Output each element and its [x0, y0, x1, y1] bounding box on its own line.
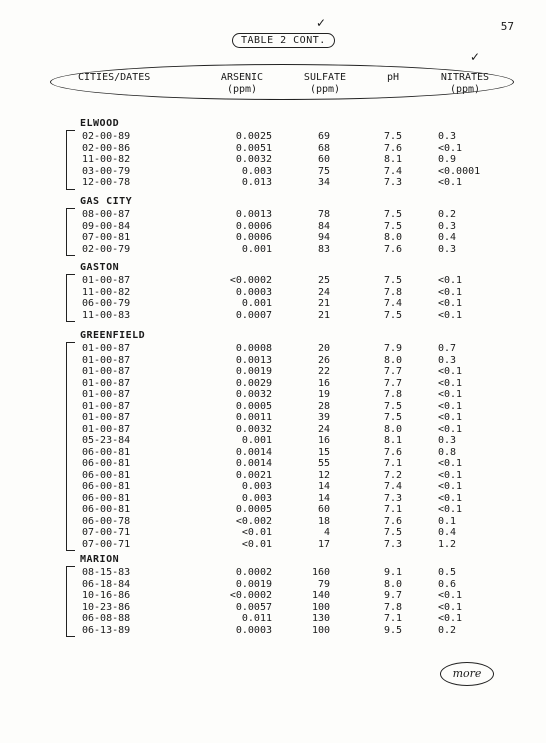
cell-date: 01-00-87: [82, 343, 131, 354]
header-sulfate: [300, 72, 350, 96]
cell-date: 06-08-88: [82, 613, 131, 624]
cell-ph: 7.5: [384, 209, 403, 220]
table-row: [0, 602, 546, 614]
cell-sulfate: 16: [317, 435, 330, 446]
table-row: [0, 590, 546, 602]
cell-arsenic: 0.0057: [235, 601, 272, 613]
cell-date: 08-00-87: [82, 209, 131, 220]
cell-sulfate: 75: [317, 165, 330, 177]
city-name: GAS CITY: [80, 196, 133, 207]
cell-sulfate: 84: [317, 220, 330, 232]
table-row: [0, 232, 546, 244]
cell-nitrates: <0.1: [438, 142, 463, 154]
table-row: [0, 310, 546, 322]
table-row: [0, 447, 546, 459]
cell-nitrates: 0.3: [438, 220, 457, 232]
cell-arsenic: <0.0002: [229, 275, 272, 286]
cell-nitrates: 0.5: [438, 567, 457, 578]
cell-arsenic: <0.0002: [229, 590, 272, 601]
table-row: [0, 470, 546, 482]
cell-arsenic: 0.001: [241, 435, 272, 446]
cell-nitrates: 0.4: [438, 527, 457, 538]
cell-arsenic: <0.002: [235, 515, 272, 527]
cell-arsenic: <0.01: [241, 527, 272, 538]
cell-ph: 7.1: [384, 504, 403, 515]
cell-nitrates: 0.6: [438, 578, 457, 590]
city-name: MARION: [80, 554, 120, 565]
cell-sulfate: 28: [317, 400, 330, 412]
cell-ph: 7.1: [384, 458, 403, 469]
cell-date: 01-00-87: [82, 423, 131, 435]
table-row: [0, 355, 546, 367]
cell-date: 03-00-79: [82, 165, 131, 177]
cell-sulfate: 55: [317, 458, 330, 469]
cell-sulfate: 68: [317, 142, 330, 154]
table-row: [0, 143, 546, 155]
cell-sulfate: 4: [323, 527, 330, 538]
table-row: [0, 539, 546, 551]
cell-nitrates: <0.1: [438, 423, 463, 435]
cell-arsenic: 0.0019: [235, 578, 272, 590]
table-row: [0, 378, 546, 390]
header-nitrates-unit: (ppm): [449, 84, 481, 95]
cell-date: 06-00-81: [82, 469, 131, 481]
cell-date: 01-00-87: [82, 275, 131, 286]
table-row: [0, 166, 546, 178]
cell-date: 11-00-82: [82, 286, 131, 298]
cell-nitrates: <0.1: [438, 613, 463, 624]
cell-date: 06-00-81: [82, 458, 131, 469]
cell-sulfate: 25: [317, 275, 330, 286]
cell-nitrates: <0.0001: [438, 165, 481, 177]
cell-ph: 7.4: [384, 481, 403, 492]
header-arsenic: [212, 72, 272, 96]
cell-arsenic: 0.0002: [235, 567, 272, 578]
cell-nitrates: <0.1: [438, 177, 463, 188]
cell-ph: 7.1: [384, 613, 403, 624]
cell-nitrates: <0.1: [438, 601, 463, 613]
cell-sulfate: 160: [311, 567, 330, 578]
cell-arsenic: 0.0019: [235, 366, 272, 377]
cell-date: 01-00-87: [82, 354, 131, 366]
cell-sulfate: 79: [317, 578, 330, 590]
cell-ph: 8.1: [384, 435, 403, 446]
cell-ph: 8.0: [384, 423, 403, 435]
cell-arsenic: 0.003: [241, 165, 272, 177]
cell-sulfate: 94: [317, 232, 330, 243]
cell-ph: 7.5: [384, 527, 403, 538]
cell-ph: 7.6: [384, 446, 403, 458]
cell-arsenic: 0.0005: [235, 400, 272, 412]
cell-ph: 8.0: [384, 354, 403, 366]
header-nitrates: [430, 72, 500, 96]
cell-sulfate: 14: [317, 481, 330, 492]
cell-sulfate: 130: [311, 613, 330, 624]
cell-sulfate: 69: [317, 131, 330, 142]
table-row: [0, 504, 546, 516]
cell-sulfate: 16: [317, 377, 330, 389]
cell-nitrates: 0.2: [438, 624, 457, 636]
page-number: 57: [500, 20, 514, 33]
cell-ph: 7.5: [384, 220, 403, 232]
cell-date: 06-00-78: [82, 515, 131, 527]
cell-date: 01-00-87: [82, 412, 131, 423]
header-nitrates-label: NITRATES: [440, 72, 490, 83]
cell-nitrates: <0.1: [438, 481, 463, 492]
cell-nitrates: 0.2: [438, 209, 457, 220]
cell-sulfate: 39: [317, 412, 330, 423]
cell-arsenic: 0.0025: [235, 131, 272, 142]
table-row: [0, 389, 546, 401]
table-row: [0, 481, 546, 493]
cell-date: 01-00-87: [82, 400, 131, 412]
cell-arsenic: 0.011: [241, 613, 272, 624]
cell-nitrates: <0.1: [438, 298, 463, 309]
header-cities: CITIES/DATES: [78, 72, 151, 83]
cell-ph: 7.4: [384, 298, 403, 309]
table-row: [0, 287, 546, 299]
cell-date: 10-16-86: [82, 590, 131, 601]
table-row: [0, 221, 546, 233]
cell-nitrates: 0.3: [438, 131, 457, 142]
cell-sulfate: 34: [317, 177, 330, 188]
cell-sulfate: 19: [317, 389, 330, 400]
cell-date: 01-00-87: [82, 377, 131, 389]
cell-ph: 8.0: [384, 232, 403, 243]
cell-nitrates: 0.3: [438, 243, 457, 255]
table-row: [0, 244, 546, 256]
table-row: [0, 131, 546, 143]
cell-arsenic: 0.0051: [235, 142, 272, 154]
cell-date: 06-00-79: [82, 298, 131, 309]
cell-date: 11-00-82: [82, 154, 131, 165]
cell-sulfate: 60: [317, 504, 330, 515]
cell-sulfate: 18: [317, 515, 330, 527]
cell-nitrates: <0.1: [438, 309, 463, 321]
cell-date: 07-00-71: [82, 527, 131, 538]
cell-arsenic: 0.0003: [235, 624, 272, 636]
header-arsenic-unit: (ppm): [226, 84, 258, 95]
cell-arsenic: 0.001: [241, 243, 272, 255]
cell-nitrates: <0.1: [438, 469, 463, 481]
checkmark-icon: ✓: [470, 50, 481, 64]
cell-nitrates: <0.1: [438, 286, 463, 298]
cell-ph: 7.5: [384, 275, 403, 286]
table-row: [0, 579, 546, 591]
cell-ph: 9.1: [384, 567, 403, 578]
cell-nitrates: 0.3: [438, 354, 457, 366]
cell-ph: 7.6: [384, 243, 403, 255]
cell-nitrates: <0.1: [438, 504, 463, 515]
cell-date: 01-00-87: [82, 366, 131, 377]
cell-ph: 9.7: [384, 590, 403, 601]
cell-nitrates: 0.7: [438, 343, 457, 354]
cell-arsenic: <0.01: [241, 538, 272, 550]
cell-date: 06-13-89: [82, 624, 131, 636]
cell-nitrates: <0.1: [438, 458, 463, 469]
cell-arsenic: 0.0011: [235, 412, 272, 423]
table-row: [0, 435, 546, 447]
cell-date: 07-00-81: [82, 232, 131, 243]
cell-date: 08-15-83: [82, 567, 131, 578]
cell-ph: 7.2: [384, 469, 403, 481]
table-title: TABLE 2 CONT.: [232, 33, 335, 48]
cell-ph: 7.7: [384, 366, 403, 377]
cell-sulfate: 15: [317, 446, 330, 458]
cell-arsenic: 0.0013: [235, 354, 272, 366]
cell-ph: 7.3: [384, 492, 403, 504]
cell-date: 06-00-81: [82, 481, 131, 492]
cell-ph: 7.8: [384, 601, 403, 613]
table-row: [0, 613, 546, 625]
cell-arsenic: 0.0021: [235, 469, 272, 481]
city-name: GREENFIELD: [80, 330, 146, 341]
table-row: [0, 625, 546, 637]
header-sulfate-unit: (ppm): [309, 84, 341, 95]
cell-arsenic: 0.0032: [235, 423, 272, 435]
cell-nitrates: 0.3: [438, 435, 457, 446]
cell-ph: 7.4: [384, 165, 403, 177]
cell-arsenic: 0.0007: [235, 309, 272, 321]
table-row: [0, 298, 546, 310]
cell-date: 11-00-83: [82, 309, 131, 321]
cell-sulfate: 78: [317, 209, 330, 220]
cell-date: 05-23-84: [82, 435, 131, 446]
cell-ph: 7.3: [384, 538, 403, 550]
cell-nitrates: <0.1: [438, 412, 463, 423]
table-row: [0, 154, 546, 166]
cell-arsenic: 0.001: [241, 298, 272, 309]
cell-sulfate: 83: [317, 243, 330, 255]
table-row: [0, 275, 546, 287]
cell-date: 02-00-79: [82, 243, 131, 255]
table-row: [0, 412, 546, 424]
cell-nitrates: <0.1: [438, 389, 463, 400]
cell-date: 06-00-81: [82, 492, 131, 504]
cell-sulfate: 26: [317, 354, 330, 366]
city-name: GASTON: [80, 262, 120, 273]
header-sulfate-label: SULFATE: [303, 72, 347, 83]
table-row: [0, 516, 546, 528]
checkmark-icon: ✓: [316, 16, 327, 30]
cell-nitrates: <0.1: [438, 377, 463, 389]
cell-ph: 7.7: [384, 377, 403, 389]
cell-arsenic: 0.0032: [235, 154, 272, 165]
cell-ph: 8.0: [384, 578, 403, 590]
cell-sulfate: 60: [317, 154, 330, 165]
cell-ph: 7.5: [384, 400, 403, 412]
table-row: [0, 458, 546, 470]
cell-ph: 7.3: [384, 177, 403, 188]
cell-sulfate: 22: [317, 366, 330, 377]
cell-arsenic: 0.0005: [235, 504, 272, 515]
cell-sulfate: 24: [317, 286, 330, 298]
cell-date: 02-00-86: [82, 142, 131, 154]
table-row: [0, 401, 546, 413]
cell-nitrates: <0.1: [438, 590, 463, 601]
cell-nitrates: 0.4: [438, 232, 457, 243]
table-row: [0, 209, 546, 221]
table-row: [0, 343, 546, 355]
cell-nitrates: <0.1: [438, 366, 463, 377]
cell-date: 10-23-86: [82, 601, 131, 613]
cell-ph: 7.5: [384, 131, 403, 142]
header-arsenic-label: ARSENIC: [220, 72, 264, 83]
cell-sulfate: 100: [311, 624, 330, 636]
cell-arsenic: 0.003: [241, 481, 272, 492]
cell-date: 06-00-81: [82, 504, 131, 515]
table-row: [0, 527, 546, 539]
cell-nitrates: 0.9: [438, 154, 457, 165]
cell-sulfate: 14: [317, 492, 330, 504]
city-name: ELWOOD: [80, 118, 120, 129]
cell-arsenic: 0.0014: [235, 446, 272, 458]
more-note: more: [440, 662, 494, 686]
cell-date: 12-00-78: [82, 177, 131, 188]
cell-arsenic: 0.0006: [235, 220, 272, 232]
cell-nitrates: <0.1: [438, 275, 463, 286]
cell-ph: 7.5: [384, 412, 403, 423]
cell-arsenic: 0.0014: [235, 458, 272, 469]
table-row: [0, 366, 546, 378]
cell-ph: 7.6: [384, 142, 403, 154]
cell-arsenic: 0.013: [241, 177, 272, 188]
cell-sulfate: 17: [317, 538, 330, 550]
cell-nitrates: 1.2: [438, 538, 457, 550]
cell-arsenic: 0.0003: [235, 286, 272, 298]
cell-sulfate: 20: [317, 343, 330, 354]
cell-sulfate: 140: [311, 590, 330, 601]
cell-ph: 8.1: [384, 154, 403, 165]
cell-ph: 7.8: [384, 286, 403, 298]
cell-arsenic: 0.0032: [235, 389, 272, 400]
cell-date: 06-18-84: [82, 578, 131, 590]
cell-ph: 9.5: [384, 624, 403, 636]
cell-arsenic: 0.003: [241, 492, 272, 504]
cell-ph: 7.6: [384, 515, 403, 527]
header-ph: pH: [386, 72, 400, 83]
cell-nitrates: 0.1: [438, 515, 457, 527]
table-row: [0, 493, 546, 505]
cell-ph: 7.5: [384, 309, 403, 321]
table-row: [0, 424, 546, 436]
cell-date: 07-00-71: [82, 538, 131, 550]
cell-sulfate: 21: [317, 298, 330, 309]
cell-date: 06-00-81: [82, 446, 131, 458]
table-row: [0, 177, 546, 189]
cell-date: 09-00-84: [82, 220, 131, 232]
cell-arsenic: 0.0008: [235, 343, 272, 354]
cell-nitrates: <0.1: [438, 492, 463, 504]
cell-nitrates: 0.8: [438, 446, 457, 458]
cell-date: 01-00-87: [82, 389, 131, 400]
cell-nitrates: <0.1: [438, 400, 463, 412]
cell-ph: 7.9: [384, 343, 403, 354]
cell-arsenic: 0.0013: [235, 209, 272, 220]
cell-sulfate: 12: [317, 469, 330, 481]
cell-sulfate: 100: [311, 601, 330, 613]
cell-arsenic: 0.0006: [235, 232, 272, 243]
table-row: [0, 567, 546, 579]
cell-date: 02-00-89: [82, 131, 131, 142]
cell-ph: 7.8: [384, 389, 403, 400]
cell-sulfate: 21: [317, 309, 330, 321]
cell-arsenic: 0.0029: [235, 377, 272, 389]
cell-sulfate: 24: [317, 423, 330, 435]
